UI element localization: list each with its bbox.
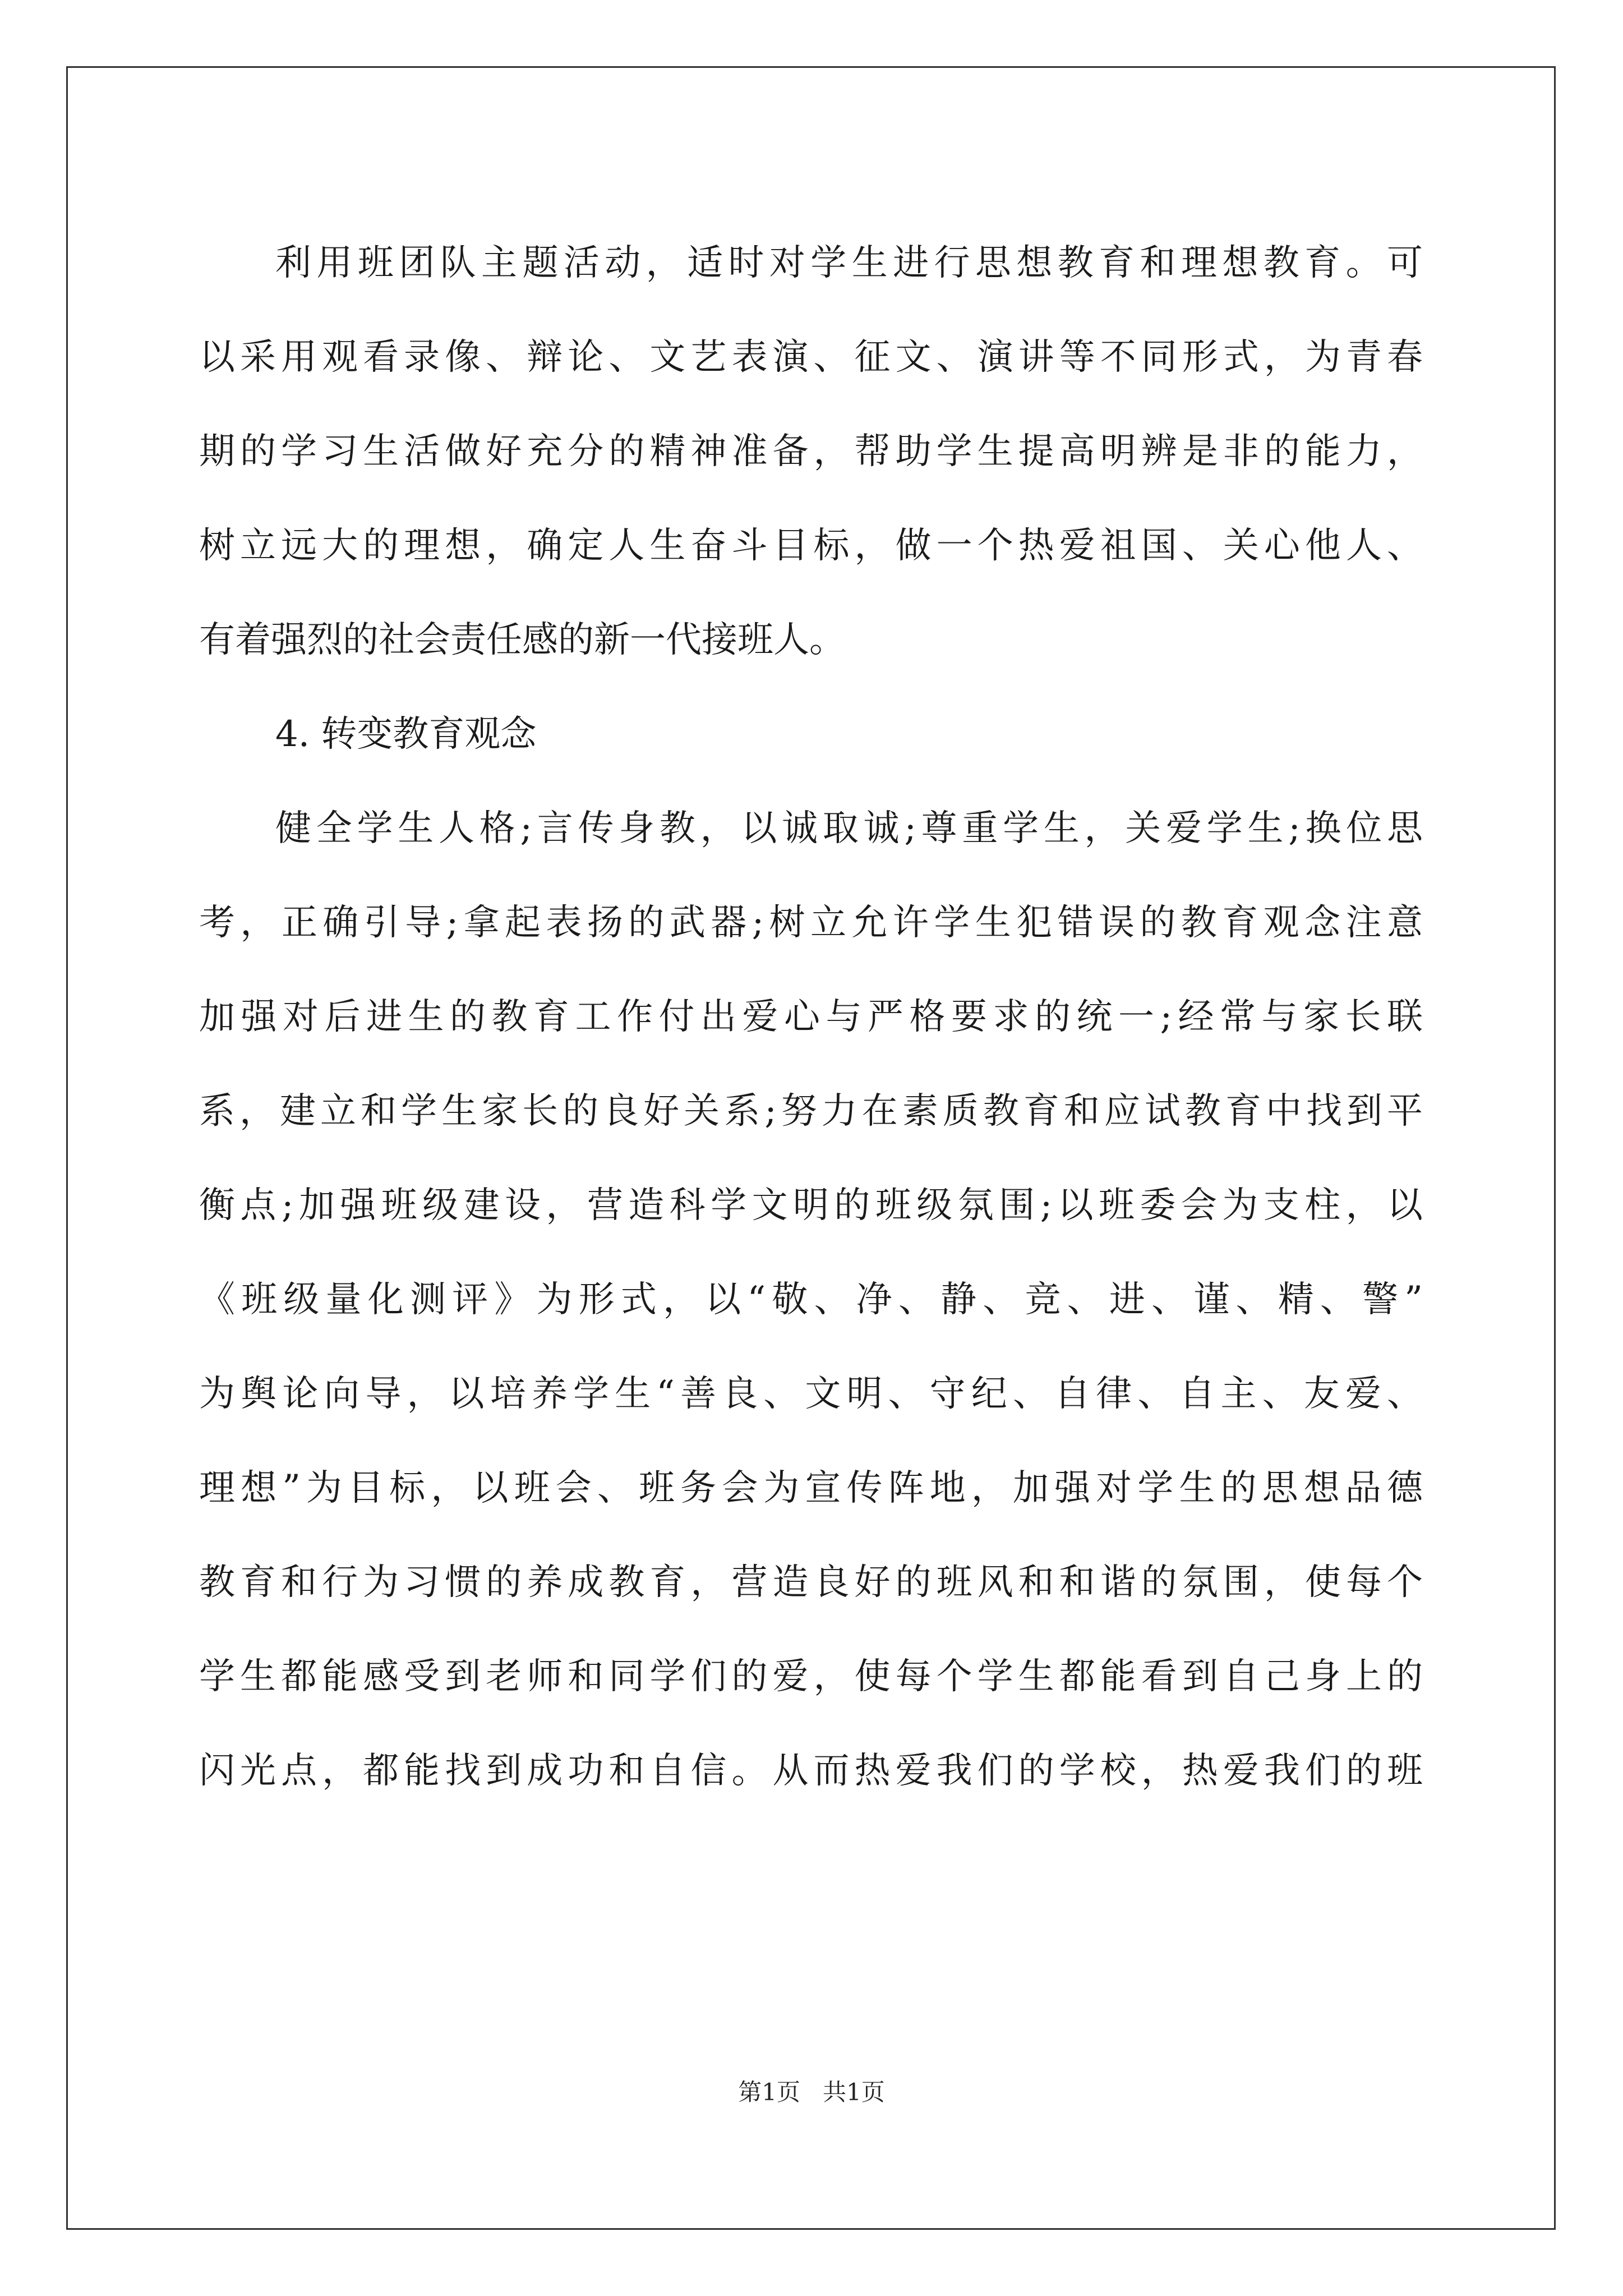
page-total: 共1页: [823, 2078, 885, 2106]
text-line: 系，建立和学生家长的良好关系;努力在素质教育和应试教育中找到平: [199, 1091, 1423, 1132]
text-line: 教育和行为习惯的养成教育，营造良好的班风和和谐的氛围，使每个: [199, 1562, 1423, 1603]
page-footer: [0, 2076, 1623, 2109]
text-line: 闪光点，都能找到成功和自信。从而热爱我们的学校，热爱我们的班: [199, 1750, 1423, 1792]
section-heading: 4. 转变教育观念: [275, 714, 537, 755]
text-line: 衡点;加强班级建设，营造科学文明的班级氛围;以班委会为支柱，以: [199, 1185, 1423, 1226]
text-line: 学生都能感受到老师和同学们的爱，使每个学生都能看到自己身上的: [199, 1656, 1423, 1697]
text-line: 有着强烈的社会责任感的新一代接班人。: [199, 619, 845, 661]
text-line: 为舆论向导，以培养学生“善良、文明、守纪、自律、自主、友爱、: [199, 1373, 1423, 1415]
text-line: 考，正确引导;拿起表扬的武器;树立允许学生犯错误的教育观念注意: [199, 902, 1423, 944]
document-body: [199, 216, 1423, 1818]
text-line: 树立远大的理想，确定人生奋斗目标，做一个热爱祖国、关心他人、: [199, 525, 1423, 567]
text-line: 期的学习生活做好充分的精神准备，帮助学生提高明辨是非的能力，: [199, 431, 1423, 472]
text-line: 以采用观看录像、辩论、文艺表演、征文、演讲等不同形式，为青春: [199, 337, 1423, 378]
text-line: 加强对后进生的教育工作付出爱心与严格要求的统一;经常与家长联: [199, 996, 1423, 1038]
page-number: 第1页: [738, 2078, 800, 2106]
text-line: 健全学生人格;言传身教，以诚取诚;尊重学生，关爱学生;换位思: [275, 808, 1423, 849]
text-line: 理想”为目标，以班会、班务会为宣传阵地，加强对学生的思想品德: [199, 1467, 1423, 1509]
text-line: 利用班团队主题活动，适时对学生进行思想教育和理想教育。可: [275, 242, 1423, 284]
text-line: 《班级量化测评》为形式，以“敬、净、静、竞、进、谨、精、警”: [199, 1279, 1423, 1320]
